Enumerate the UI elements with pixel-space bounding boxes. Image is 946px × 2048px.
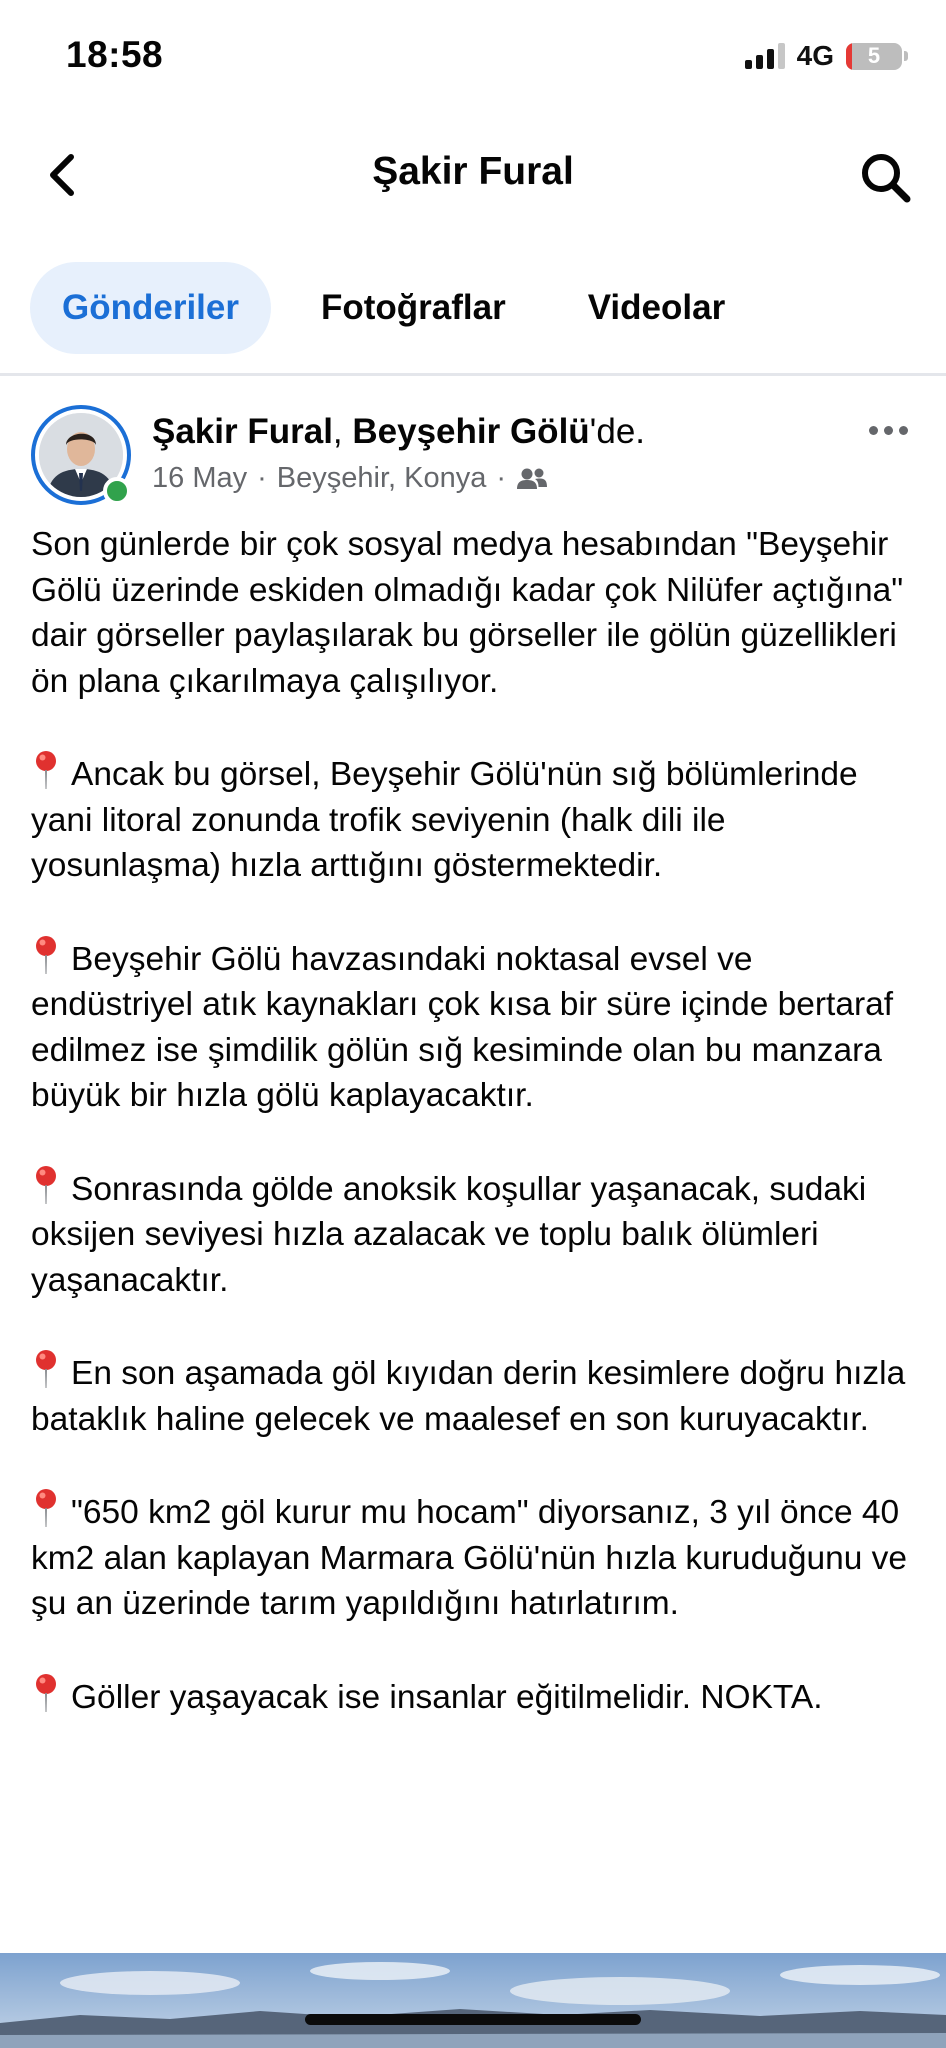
profile-tabs xyxy=(30,262,757,354)
paragraph-text: Beyşehir Gölü havzasındaki noktasal evsel ve endüstriyel atık kaynakları çok kısa bir süre içinde bertaraf edilmez ise şimdilik gölün sığ kesiminde olan bu manzara büyük bir hızla gölü kaplayacaktır. xyxy=(31,940,894,1114)
author-name-link[interactable]: Şakir Fural xyxy=(152,412,333,451)
post-paragraph xyxy=(31,749,921,889)
tab-videos[interactable]: Videolar xyxy=(587,288,726,327)
post-paragraph xyxy=(31,1164,921,1304)
author-avatar[interactable] xyxy=(31,405,131,505)
battery-level: 5 xyxy=(867,43,881,68)
status-time: 18:58 xyxy=(66,34,164,75)
status-indicators xyxy=(745,40,908,72)
search-button[interactable] xyxy=(856,148,916,208)
round-pushpin-icon xyxy=(31,934,61,976)
home-indicator[interactable] xyxy=(305,2014,641,2025)
place-link[interactable]: Beyşehir Gölü xyxy=(352,412,590,451)
online-status-dot xyxy=(103,477,131,505)
battery-icon xyxy=(846,43,902,70)
round-pushpin-icon xyxy=(31,749,61,791)
post-text xyxy=(31,522,921,1720)
tabs-divider xyxy=(0,373,946,376)
more-horizontal-icon xyxy=(869,426,878,435)
round-pushpin-icon xyxy=(31,1672,61,1714)
tab-posts[interactable]: Gönderiler xyxy=(30,262,271,354)
page-title: Şakir Fural xyxy=(372,150,574,193)
landscape-photo xyxy=(0,1953,946,2048)
place-suffix: 'de. xyxy=(589,412,646,451)
paragraph-text: Göller yaşayacak ise insanlar eğitilmelidir. NOKTA. xyxy=(71,1678,823,1716)
search-icon xyxy=(859,151,913,205)
post-date[interactable]: 16 May xyxy=(152,462,248,494)
battery-cap xyxy=(904,51,908,61)
paragraph-text: Sonrasında gölde anoksik koşullar yaşanacak, sudaki oksijen seviyesi hızla azalacak ve toplu balık ölümleri yaşanacaktır. xyxy=(31,1170,867,1299)
paragraph-text: En son aşamada göl kıyıdan derin kesimlere doğru hızla bataklık haline gelecek ve maalesef en son kuruyacaktır. xyxy=(31,1355,906,1438)
post-photo[interactable] xyxy=(0,1953,946,2048)
round-pushpin-icon xyxy=(31,1487,61,1529)
post-location[interactable]: Beyşehir, Konya xyxy=(276,462,487,494)
round-pushpin-icon xyxy=(31,1164,61,1206)
post-author-line xyxy=(152,412,645,452)
friends-icon[interactable] xyxy=(516,467,548,491)
post-paragraph xyxy=(31,1672,921,1721)
network-type: 4G xyxy=(796,40,834,71)
meta-dot: · xyxy=(257,462,267,494)
more-options-button[interactable] xyxy=(869,420,908,441)
meta-dot: · xyxy=(496,462,507,494)
post-meta xyxy=(152,462,548,495)
paragraph-text: Ancak bu görsel, Beyşehir Gölü'nün sığ bölümlerinde yani litoral zonunda trofik seviyenin (halk dili ile yosunlaşma) hızla arttığını göstermektedir. xyxy=(31,756,858,884)
post-paragraph xyxy=(31,1348,921,1442)
round-pushpin-icon xyxy=(31,1348,61,1390)
status-bar xyxy=(0,0,946,110)
post-paragraph xyxy=(31,1487,921,1627)
tab-photos[interactable]: Fotoğraflar xyxy=(320,288,506,327)
post-paragraph: Son günlerde bir çok sosyal medya hesabından "Beyşehir Gölü üzerinde eskiden olmadığı kadar çok Nilüfer açtığına" dair görseller paylaşılarak bu görseller ile gölün güzellikleri ön plana çıkarılmaya çalışılıyor. xyxy=(31,526,904,700)
author-separator: , xyxy=(332,412,353,451)
signal-icon xyxy=(745,43,785,69)
top-navigation-bar xyxy=(0,130,946,220)
post-paragraph xyxy=(31,934,921,1119)
paragraph-text: "650 km2 göl kurur mu hocam" diyorsanız, 3 yıl önce 40 km2 alan kaplayan Marmara Gölü'nün hızla kuruduğunu ve şu an üzerinde tarım yapıldığını hatırlatırım. xyxy=(31,1494,908,1622)
